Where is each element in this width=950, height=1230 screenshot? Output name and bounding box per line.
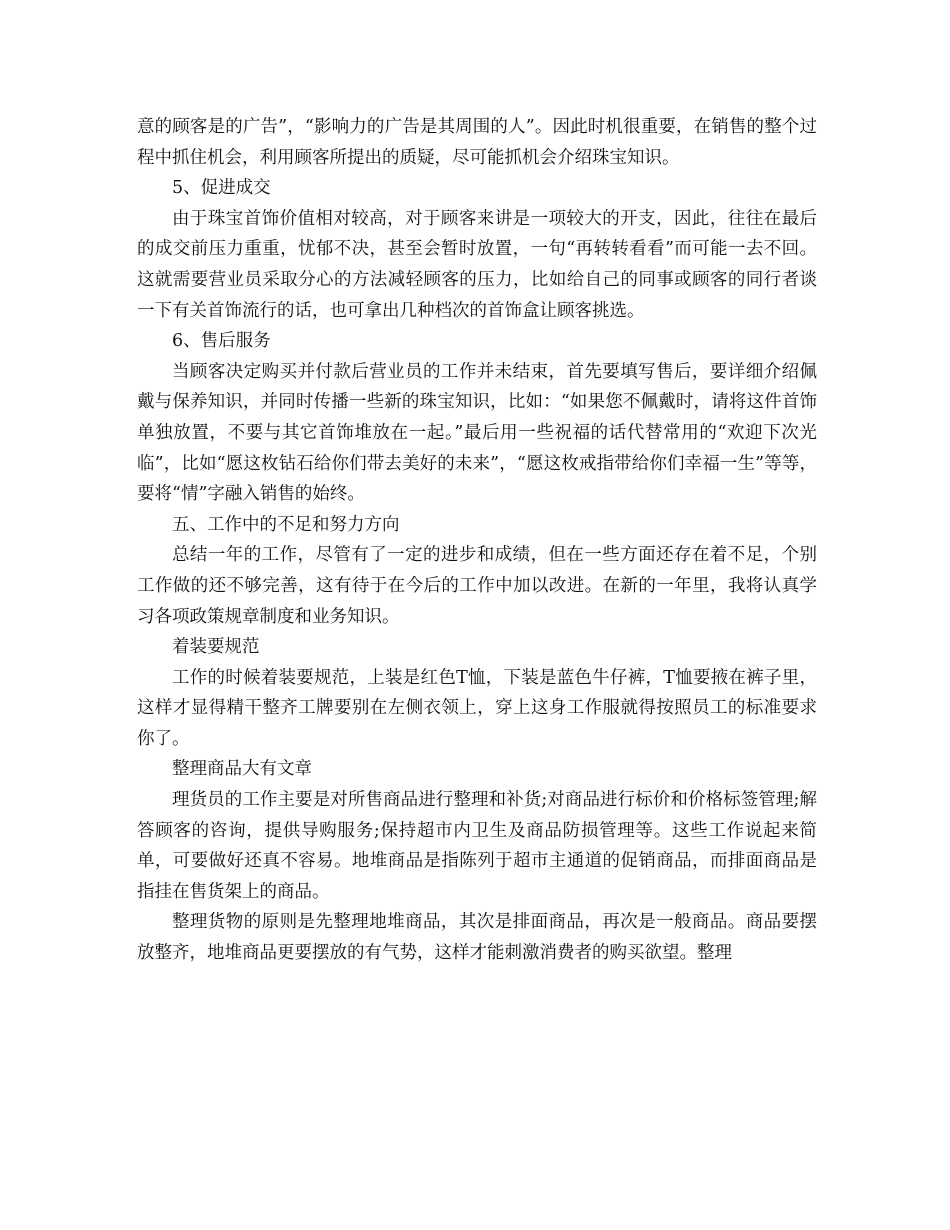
heading-arranging-goods: 整理商品大有文章 bbox=[172, 759, 312, 780]
heading-close-deal: 5、促进成交 bbox=[172, 178, 271, 199]
paragraph-after-sales: 当顾客决定购买并付款后营业员的工作并未结束，首先要填写售后，要详细介绍佩戴与保养知识，并同时传播一些新的珠宝知识，比如：“如果您不佩戴时，请将这件首饰单独放置，不要与其它首饰堆放在一起。”最后用一些祝福的话代替常用的“欢迎下次光临”，比如“愿这枚钻石给你们带去美好的未来”，“愿这枚戒指带给你们幸福一生”等等，要将“情”字融入销售的始终。 bbox=[137, 361, 817, 505]
heading-shortcomings: 五、工作中的不足和努力方向 bbox=[172, 514, 400, 535]
paragraph-arranging-principle: 整理货物的原则是先整理地堆商品，其次是排面商品，再次是一般商品。商品要摆放整齐，地堆商品更要摆放的有气势，这样才能刺激消费者的购买欲望。整理 bbox=[137, 912, 817, 964]
paragraph-shortcomings: 总结一年的工作，尽管有了一定的进步和成绩，但在一些方面还存在着不足，个别工作做的还不够完善，这有待于在今后的工作中加以改进。在新的一年里，我将认真学习各项政策规章制度和业务知识。 bbox=[137, 545, 817, 627]
paragraph-dress-code: 工作的时候着装要规范，上装是红色T恤，下装是蓝色牛仔裤，T恤要掖在裤子里，这样才显得精干整齐工牌要别在左侧衣领上，穿上这身工作服就得按照员工的标准要求你了。 bbox=[137, 667, 817, 749]
heading-after-sales: 6、售后服务 bbox=[172, 331, 271, 352]
paragraph-close-deal: 由于珠宝首饰价值相对较高，对于顾客来讲是一项较大的开支，因此，往往在最后的成交前压力重重，忧郁不决，甚至会暂时放置，一句“再转转看看”而可能一去不回。这就需要营业员采取分心的方法减轻顾客的压力，比如给自己的同事或顾客的同行者谈一下有关首饰流行的话，也可拿出几种档次的首饰盒让顾客挑选。 bbox=[137, 208, 817, 321]
heading-dress-code: 着装要规范 bbox=[172, 637, 260, 658]
paragraph-arranging-goods: 理货员的工作主要是对所售商品进行整理和补货;对商品进行标价和价格标签管理;解答顾客的咨询，提供导购服务;保持超市内卫生及商品防损管理等。这些工作说起来简单，可要做好还真不容易。地堆商品是指陈列于超市主通道的促销商品，而排面商品是指挂在售货架上的商品。 bbox=[137, 790, 817, 902]
paragraph-continuation: 意的顾客是的广告”，“影响力的广告是其周围的人”。因此时机很重要，在销售的整个过程中抓住机会，利用顾客所提出的质疑，尽可能抓机会介绍珠宝知识。 bbox=[137, 117, 817, 168]
document-page bbox=[137, 112, 817, 969]
